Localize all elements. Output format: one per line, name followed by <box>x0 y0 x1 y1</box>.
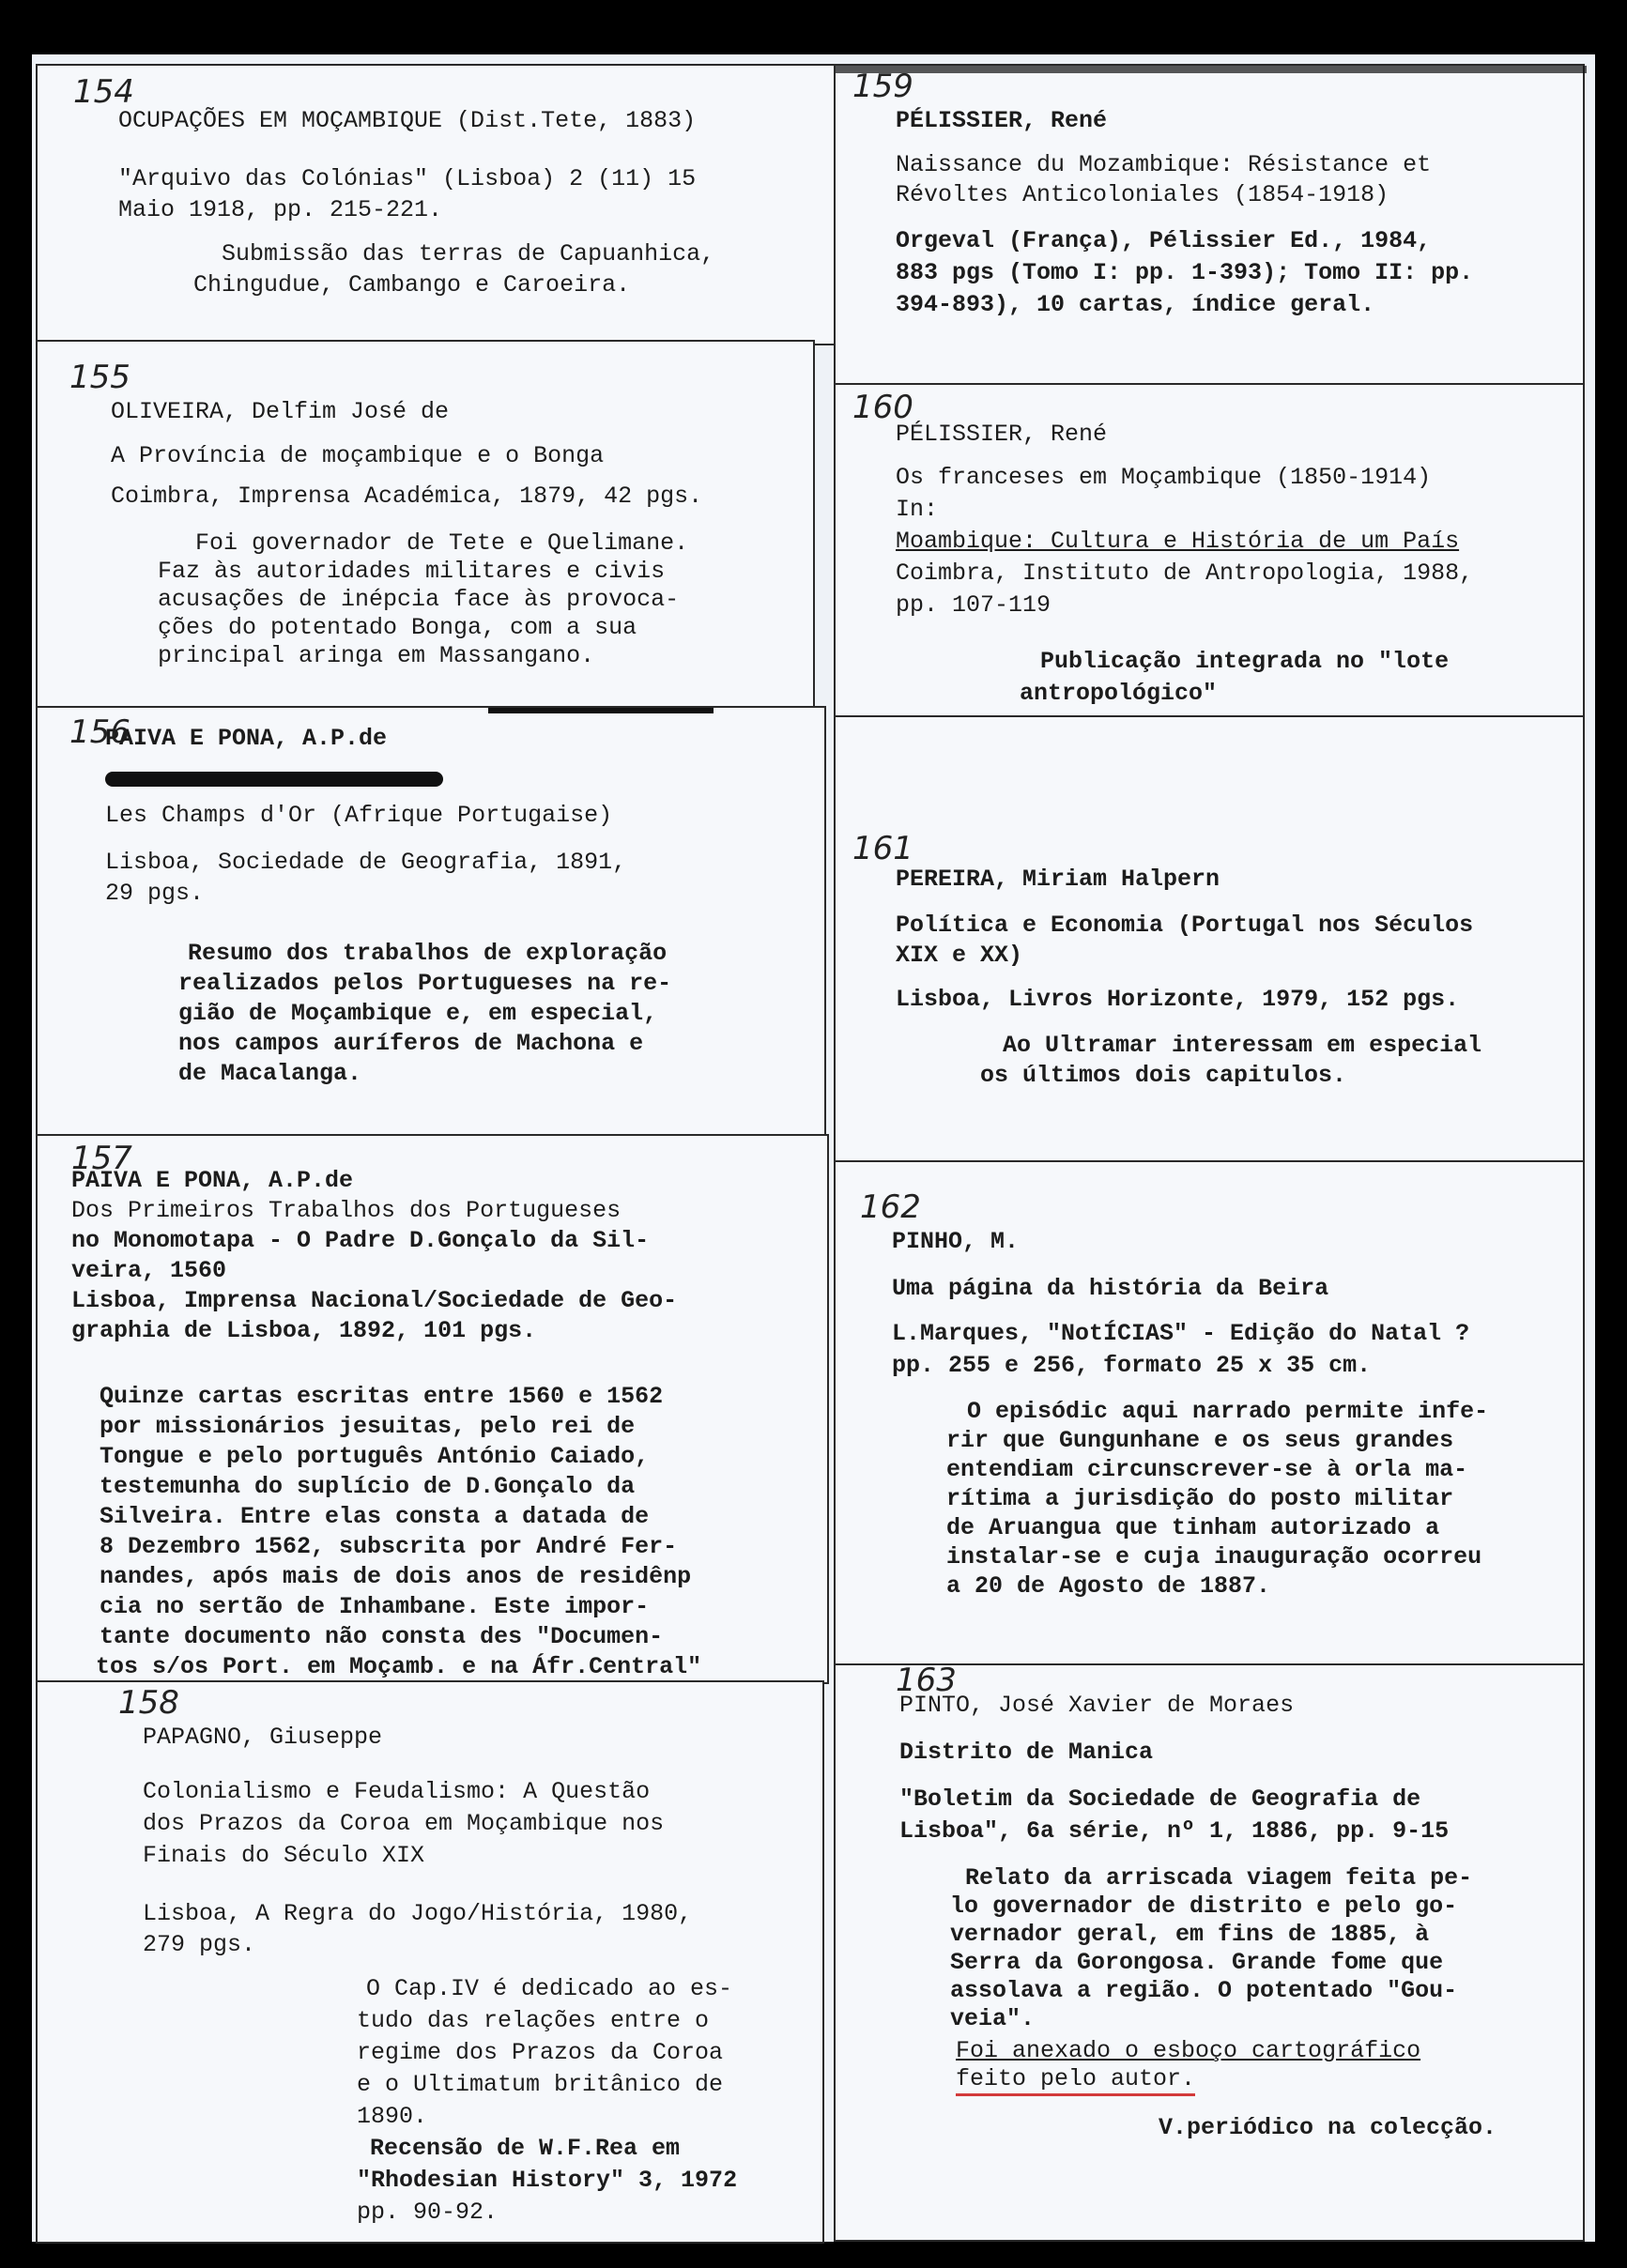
entry-title: OCUPAÇÕES EM MOÇAMBIQUE (Dist.Tete, 1883) <box>118 107 697 134</box>
entry-title: PAPAGNO, Giuseppe <box>143 1724 383 1751</box>
entry-number: 162 <box>860 1188 921 1226</box>
entry-note: tante documento não consta des "Documen- <box>100 1623 664 1650</box>
entry-note: os últimos dois capitulos. <box>980 1062 1347 1089</box>
redaction-bar <box>105 772 443 787</box>
entry-note: e o Ultimatum britânico de <box>357 2071 724 2098</box>
entry-pub: Maio 1918, pp. 215-221. <box>118 196 443 223</box>
entry-note: de Aruangua que tinham autorizado a <box>946 1514 1440 1541</box>
entry-title: Dos Primeiros Trabalhos dos Portugueses <box>71 1197 622 1224</box>
entry-pub: "Arquivo das Colónias" (Lisboa) 2 (11) 15 <box>118 165 697 192</box>
entry-title: Moambique: Cultura e História de um País <box>896 528 1460 555</box>
entry-title: veira, 1560 <box>71 1257 227 1284</box>
card-154 <box>36 64 836 345</box>
entry-title: PÉLISSIER, René <box>896 421 1108 448</box>
entry-note: cia no sertão de Inhambane. Este impor- <box>100 1593 650 1620</box>
entry-note: nos campos auríferos de Machona e <box>178 1030 644 1057</box>
entry-number: 161 <box>852 830 913 867</box>
entry-pub: Coimbra, Instituto de Antropologia, 1988, <box>896 559 1474 587</box>
card-161 <box>834 715 1585 1166</box>
entry-number: 158 <box>118 1684 179 1722</box>
top-shadow-bar <box>836 66 1587 73</box>
entry-title: Colonialismo e Feudalismo: A Questão <box>143 1778 651 1805</box>
entry-note: veia". <box>950 2005 1036 2032</box>
entry-note: O Cap.IV é dedicado ao es- <box>366 1975 733 2002</box>
entry-pub: "Boletim da Sociedade de Geografia de <box>899 1785 1421 1813</box>
entry-title: PEREIRA, Miriam Halpern <box>896 866 1220 893</box>
entry-title: PAIVA E PONA, A.P.de <box>71 1167 354 1194</box>
entry-number: 163 <box>896 1662 957 1699</box>
entry-note: Publicação integrada no "lote <box>1040 648 1450 675</box>
entry-title: Naissance du Mozambique: Résistance et <box>896 151 1432 178</box>
entry-note: pp. 90-92. <box>357 2199 499 2226</box>
entry-title: dos Prazos da Coroa em Moçambique nos <box>143 1810 665 1837</box>
entry-note: Submissão das terras de Capuanhica, <box>222 240 715 268</box>
entry-note: Faz às autoridades militares e civis <box>158 558 666 585</box>
entry-note: realizados pelos Portugueses na re- <box>178 970 672 997</box>
entry-title: PÉLISSIER, René <box>896 107 1108 134</box>
entry-note: Foi governador de Tete e Quelimane. <box>195 529 689 557</box>
card-162 <box>834 1160 1585 1667</box>
entry-number: 154 <box>73 73 134 111</box>
entry-note: assolava a região. O potentado "Gou- <box>950 1977 1458 2004</box>
entry-title: Révoltes Anticoloniales (1854-1918) <box>896 181 1389 208</box>
entry-pub: 394-893), 10 cartas, índice geral. <box>896 291 1375 318</box>
entry-note: lo governador de distrito e pelo go- <box>950 1893 1458 1920</box>
entry-note: regime dos Prazos da Coroa <box>357 2039 724 2066</box>
entry-note: O episódic aqui narrado permite infe- <box>967 1398 1489 1425</box>
entry-note: Tongue e pelo português António Caiado, <box>100 1443 650 1470</box>
card-158 <box>36 1680 824 2244</box>
entry-title: Finais do Século XIX <box>143 1842 425 1869</box>
entry-note: rir que Gungunhane e os seus grandes <box>946 1427 1454 1454</box>
entry-note: testemunha do suplício de D.Gonçalo da <box>100 1473 636 1500</box>
entry-number: 160 <box>852 389 913 426</box>
entry-note: instalar-se e cuja inauguração ocorreu <box>946 1543 1482 1571</box>
entry-number: 155 <box>69 359 130 396</box>
entry-note: tudo das relações entre o <box>357 2007 710 2034</box>
entry-note: tos s/os Port. em Moçamb. e na Áfr.Central" <box>96 1653 702 1680</box>
entry-note: Serra da Gorongosa. Grande fome que <box>950 1949 1444 1976</box>
entry-title: OLIVEIRA, Delfim José de <box>111 398 450 425</box>
entry-note: vernador geral, em fins de 1885, à <box>950 1921 1430 1948</box>
entry-pub: Coimbra, Imprensa Académica, 1879, 42 pgs. <box>111 483 703 510</box>
entry-note: Silveira. Entre elas consta a datada de <box>100 1503 650 1530</box>
entry-note: "Rhodesian History" 3, 1972 <box>357 2167 738 2194</box>
entry-note: feito pelo autor. <box>956 2065 1195 2096</box>
card-155 <box>36 340 815 711</box>
entry-title: Os franceses em Moçambique (1850-1914) <box>896 464 1432 491</box>
entry-number: 159 <box>852 68 913 105</box>
entry-title: A Província de moçambique e o Bonga <box>111 442 605 469</box>
entry-note: por missionários jesuitas, pelo rei de <box>100 1413 636 1440</box>
entry-pub: 279 pgs. <box>143 1931 256 1958</box>
entry-number: 156 <box>69 713 130 751</box>
entry-title: Les Champs d'Or (Afrique Portugaise) <box>105 802 613 829</box>
entry-note: gião de Moçambique e, em especial, <box>178 1000 658 1027</box>
entry-note: ções do potentado Bonga, com a sua <box>158 614 637 641</box>
entry-title: no Monomotapa - O Padre D.Gonçalo da Sil- <box>71 1227 650 1254</box>
entry-note: antropológico" <box>1020 680 1218 707</box>
entry-note: 1890. <box>357 2103 428 2130</box>
entry-note: a 20 de Agosto de 1887. <box>946 1572 1271 1600</box>
entry-pub: Lisboa, A Regra do Jogo/História, 1980, <box>143 1900 693 1927</box>
entry-note: Resumo dos trabalhos de exploração <box>188 940 668 967</box>
entry-pub: Orgeval (França), Pélissier Ed., 1984, <box>896 227 1432 254</box>
entry-note: nandes, após mais de dois anos de residênp <box>100 1563 692 1590</box>
entry-title: In: <box>896 496 939 523</box>
entry-note: entendiam circunscrever-se à orla ma- <box>946 1456 1468 1483</box>
entry-note: V.periódico na colecção. <box>1159 2114 1497 2141</box>
entry-note: Chingudue, Cambango e Caroeira. <box>193 271 631 299</box>
entry-title: Uma página da história da Beira <box>892 1275 1329 1302</box>
entry-title: PAIVA E PONA, A.P.de <box>105 725 388 752</box>
entry-title: XIX e XX) <box>896 942 1023 969</box>
entry-pub: Lisboa", 6a série, nº 1, 1886, pp. 9-15 <box>899 1817 1450 1845</box>
entry-title: Política e Economia (Portugal nos Séculos <box>896 912 1474 939</box>
entry-note: Foi anexado o esboço cartográfico <box>956 2037 1421 2064</box>
card-157 <box>36 1134 829 1684</box>
entry-pub: Lisboa, Imprensa Nacional/Sociedade de Geo- <box>71 1287 678 1314</box>
entry-note: 8 Dezembro 1562, subscrita por André Fer- <box>100 1533 678 1560</box>
entry-note: Recensão de W.F.Rea em <box>370 2135 681 2162</box>
entry-number: 157 <box>71 1140 132 1177</box>
redaction-bar <box>488 708 714 713</box>
entry-note: acusações de inépcia face às provoca- <box>158 586 680 613</box>
entry-note: Ao Ultramar interessam em especial <box>1003 1032 1482 1059</box>
card-159 <box>834 64 1585 388</box>
entry-pub: pp. 255 e 256, formato 25 x 35 cm. <box>892 1352 1372 1379</box>
card-160 <box>834 383 1585 721</box>
entry-pub: pp. 107-119 <box>896 591 1051 619</box>
entry-pub: Lisboa, Livros Horizonte, 1979, 152 pgs. <box>896 986 1460 1013</box>
entry-title: Distrito de Manica <box>899 1739 1154 1766</box>
entry-note: de Macalanga. <box>178 1060 362 1087</box>
entry-pub: 29 pgs. <box>105 880 205 907</box>
entry-note: Quinze cartas escritas entre 1560 e 1562 <box>100 1383 664 1410</box>
entry-pub: 883 pgs (Tomo I: pp. 1-393); Tomo II: pp. <box>896 259 1474 286</box>
entry-title: PINTO, José Xavier de Moraes <box>899 1692 1295 1719</box>
entry-pub: graphia de Lisboa, 1892, 101 pgs. <box>71 1317 537 1344</box>
entry-note: rítima a jurisdição do posto militar <box>946 1485 1454 1512</box>
entry-title: PINHO, M. <box>892 1228 1020 1255</box>
entry-pub: L.Marques, "NotÍCIAS" - Edição do Natal ? <box>892 1320 1470 1347</box>
entry-note: Relato da arriscada viagem feita pe- <box>965 1864 1473 1892</box>
entry-note: principal aringa em Massangano. <box>158 642 595 669</box>
card-163 <box>834 1663 1585 2242</box>
entry-pub: Lisboa, Sociedade de Geografia, 1891, <box>105 849 627 876</box>
card-156 <box>36 706 826 1140</box>
